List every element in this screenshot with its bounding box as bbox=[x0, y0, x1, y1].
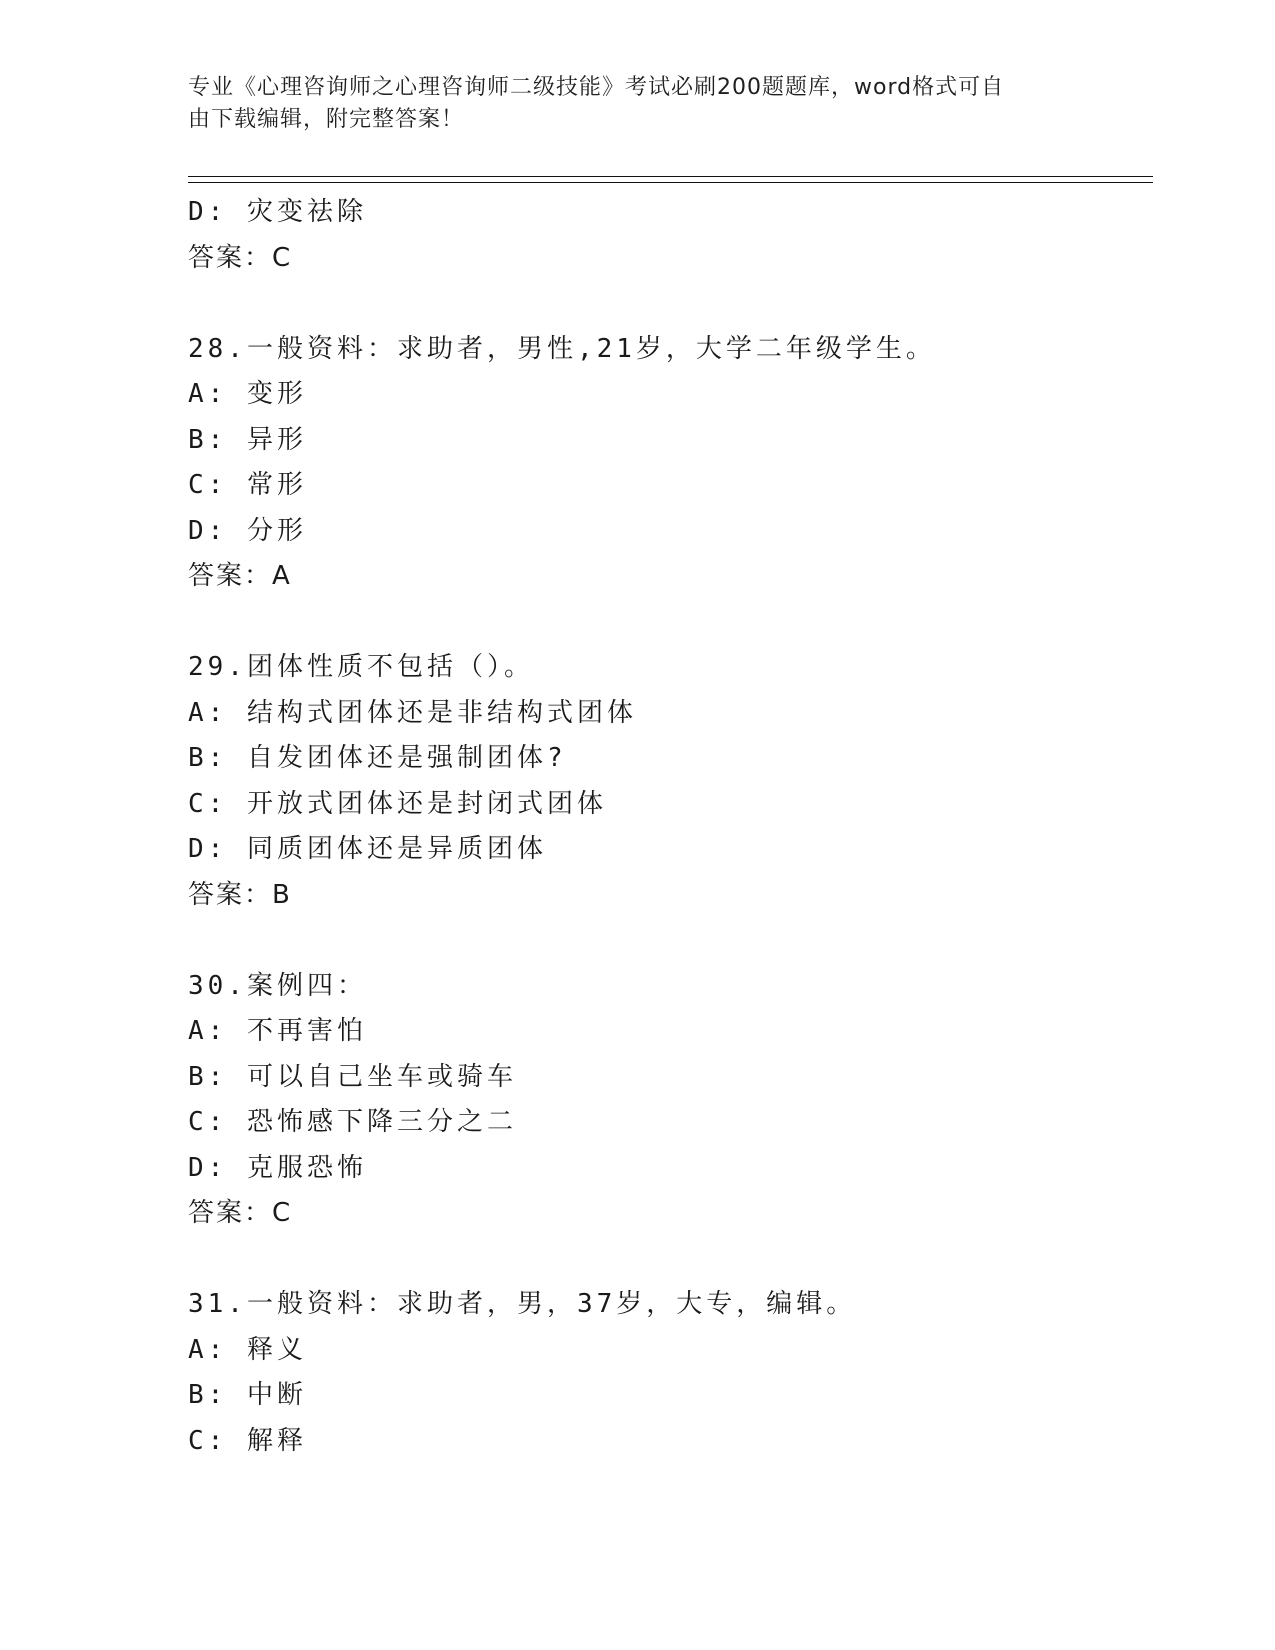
option-d: D: 灾变祛除 bbox=[188, 197, 367, 227]
question-29-option-a: A: 结构式团体还是非结构式团体 bbox=[188, 697, 637, 728]
question-29-option-b: B: 自发团体还是强制团体? bbox=[188, 743, 567, 773]
question-29-stem: 29.团体性质不包括（）。 bbox=[188, 652, 534, 682]
question-30-option-d: D: 克服恐怖 bbox=[188, 1152, 367, 1183]
spacer bbox=[188, 281, 1148, 327]
question-30-option-a: A: 不再害怕 bbox=[188, 1016, 367, 1046]
header-divider-top bbox=[188, 176, 1153, 177]
question-28-stem: 28.一般资料：求助者，男性,21岁，大学二年级学生。 bbox=[188, 333, 936, 364]
header-line-1: 专业《心理咨询师之心理咨询师二级技能》考试必刷200题题库，word格式可自 bbox=[188, 75, 1005, 100]
question-list bbox=[188, 190, 1148, 1464]
question-30-stem: 30.案例四： bbox=[188, 970, 367, 1001]
question-29-option-c: C: 开放式团体还是封闭式团体 bbox=[188, 788, 607, 819]
spacer bbox=[188, 600, 1148, 646]
header-line-2: 由下载编辑，附完整答案！ bbox=[188, 107, 465, 132]
question-28-option-c: C: 常形 bbox=[188, 470, 307, 500]
spacer bbox=[188, 918, 1148, 964]
question-31-option-a: A: 释义 bbox=[188, 1334, 307, 1365]
question-30-answer: 答案：C bbox=[188, 1198, 293, 1228]
question-30-option-b: B: 可以自己坐车或骑车 bbox=[188, 1061, 517, 1092]
question-30-option-c: C: 恐怖感下降三分之二 bbox=[188, 1107, 517, 1137]
question-29-answer: 答案：B bbox=[188, 879, 292, 910]
question-29-option-d: D: 同质团体还是异质团体 bbox=[188, 834, 547, 864]
question-28-option-b: B: 异形 bbox=[188, 424, 307, 455]
question-28-answer: 答案：A bbox=[188, 561, 292, 591]
spacer bbox=[188, 1237, 1148, 1283]
question-31-option-c: C: 解释 bbox=[188, 1425, 307, 1456]
question-31-option-b: B: 中断 bbox=[188, 1380, 307, 1410]
question-31-stem: 31.一般资料：求助者，男，37岁，大专，编辑。 bbox=[188, 1289, 857, 1319]
header-divider-bottom bbox=[188, 182, 1153, 183]
document-header bbox=[188, 72, 1088, 136]
question-28-option-a: A: 变形 bbox=[188, 379, 307, 409]
question-28-option-d: D: 分形 bbox=[188, 515, 307, 546]
answer-line: 答案：C bbox=[188, 242, 293, 273]
